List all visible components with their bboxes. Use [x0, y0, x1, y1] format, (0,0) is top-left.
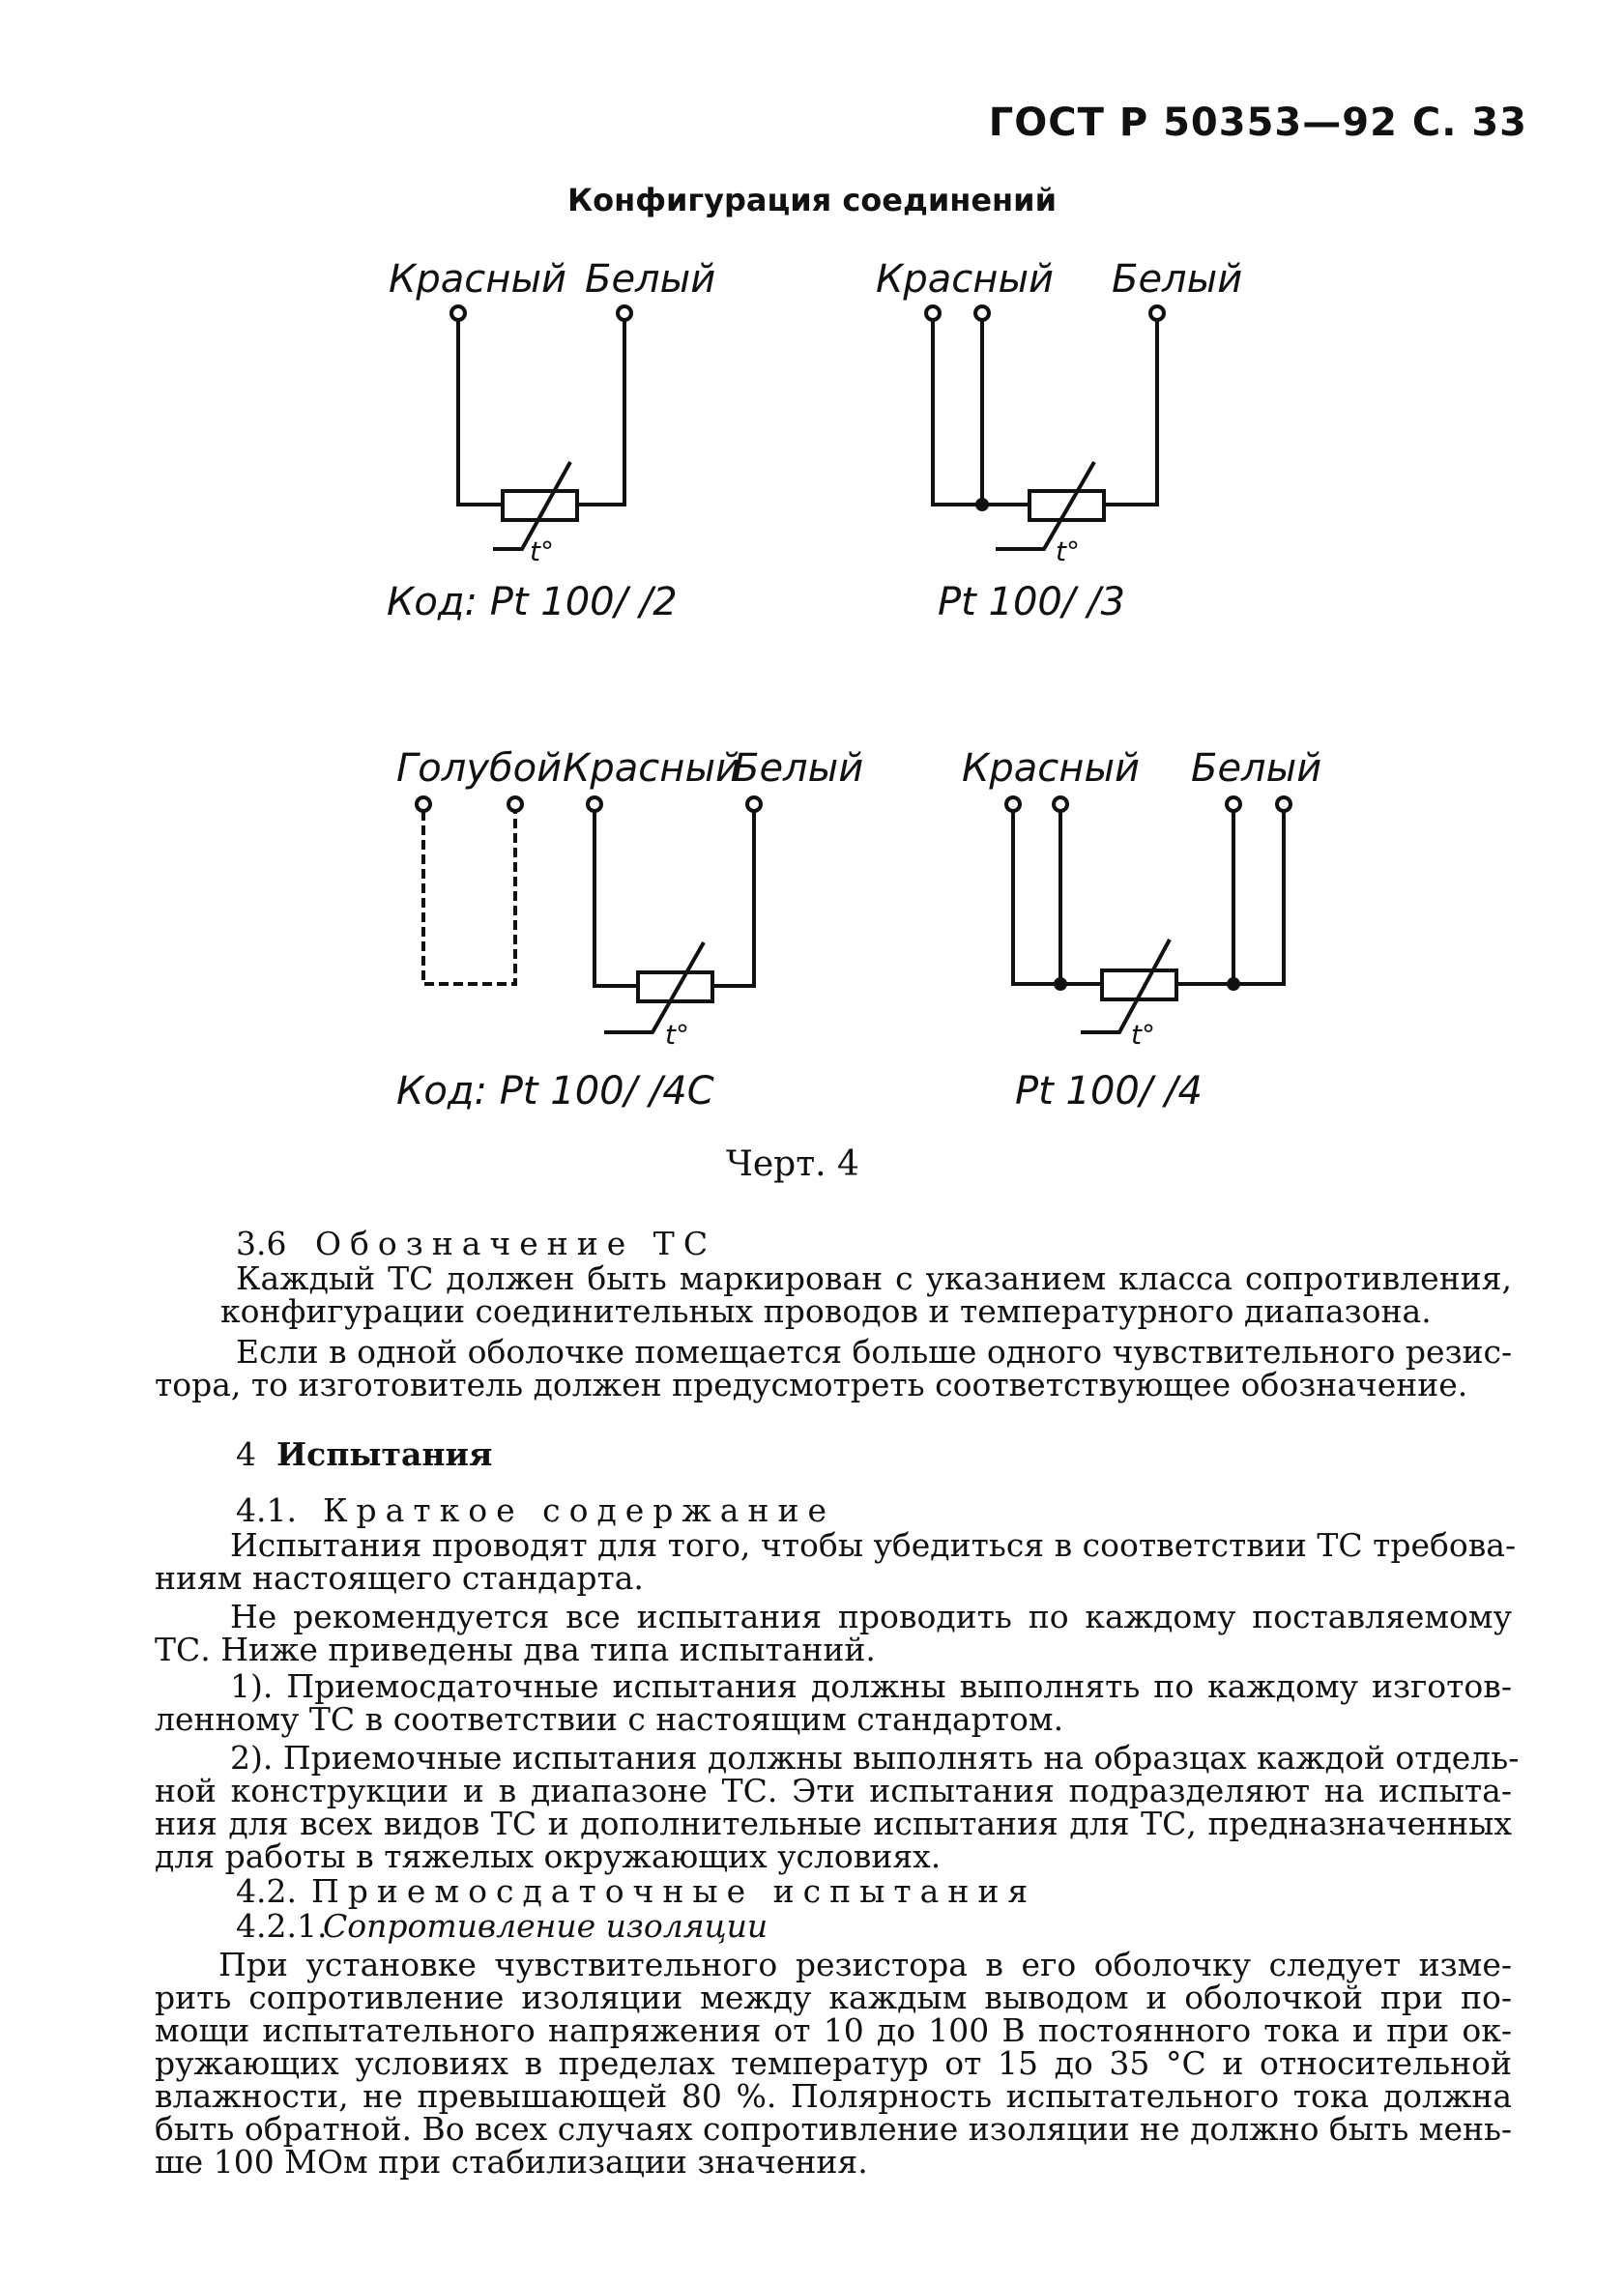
document-header: ГОСТ Р 50353—92 С. 33 [988, 101, 1527, 145]
subsection-number: 4.1. [236, 1491, 297, 1529]
paragraph-line: конфигурации соединительных проводов и температурного диапазона. [220, 1292, 1432, 1330]
paragraph-line: ТС. Ниже приведены два типа испытаний. [155, 1631, 876, 1668]
terminal [1227, 797, 1240, 811]
paragraph-line: Испытания проводят для того, чтобы убедиться в соответствии ТС требова- [230, 1526, 1517, 1564]
terminal [1277, 797, 1290, 811]
paragraph-line: Если в одной оболочке помещается больше одного чувствительного резис- [236, 1333, 1513, 1371]
wire [458, 320, 503, 505]
terminal [417, 797, 430, 811]
wire-label-white: Белый [733, 746, 864, 791]
paragraph-line: ленному ТС в соответствии с настоящим стандартом. [155, 1700, 1064, 1738]
paragraph-line: ше 100 МОм при стабилизации значения. [155, 2143, 868, 2181]
paragraph-line: мощи испытательного напряжения от 10 до 100 В постоянного тока и при ок- [155, 2011, 1512, 2049]
wire [1104, 320, 1157, 505]
terminal [975, 306, 989, 320]
wire-label-white: Белый [1191, 746, 1322, 791]
subsection-number: 4.2.1. [236, 1907, 328, 1945]
paragraph-line: Каждый ТС должен быть маркирован с указанием класса сопротивления, [236, 1259, 1512, 1297]
paragraph-line: ружающих условиях в пределах температур от 15 до 35 °С и относительной [155, 2044, 1512, 2082]
temp-mark: t° [665, 1019, 689, 1051]
paragraph-line: для работы в тяжелых окружающих условиях. [155, 1837, 942, 1875]
wire [1176, 811, 1284, 984]
subsection-number: 4.2. [236, 1872, 297, 1910]
junction-dot [977, 500, 987, 509]
terminal [588, 797, 601, 811]
paragraph-line: ния для всех видов ТС и дополнительные испытания для ТС, предназначенных [155, 1805, 1512, 1842]
paragraph-line: Не рекомендуется все испытания проводить по каждому поставляемому [230, 1598, 1512, 1635]
terminal [1006, 797, 1020, 811]
junction-dot [1229, 979, 1238, 989]
subsection-heading: Приемосдаточные испытания [311, 1872, 1037, 1910]
wire-label-white: Белый [585, 257, 716, 302]
diagram-3wire [876, 257, 1242, 624]
paragraph-line: быть обратной. Во всех случаях сопротивление изоляции не должно быть мень- [155, 2110, 1513, 2148]
diagram-code: Код: Pt 100/ /2 [387, 580, 678, 624]
diagram-code: Pt 100/ /3 [938, 580, 1125, 624]
temp-mark: t° [1131, 1019, 1155, 1051]
terminal [1054, 797, 1067, 811]
paragraph-line: рить сопротивление изоляции между каждым выводом и оболочкой при по- [155, 1979, 1512, 2016]
subsection-heading: Краткое содержание [323, 1491, 835, 1529]
diagram-code: Pt 100/ /4 [1015, 1069, 1203, 1113]
section-heading: Испытания [276, 1435, 493, 1473]
wire-label-white: Белый [1112, 257, 1243, 302]
paragraph-line: При установке чувствительного резистора в его оболочку следует изме- [218, 1946, 1512, 1983]
terminal [618, 306, 631, 320]
paragraph-line: 1). Приемосдаточные испытания должны выполнять по каждому изготов- [230, 1667, 1512, 1705]
terminal [747, 797, 761, 811]
subsection-heading: Сопротивление изоляции [323, 1907, 768, 1945]
temp-mark: t° [530, 535, 554, 567]
paragraph-line: ной конструкции и в диапазоне ТС. Эти испытания подразделяют на испыта- [155, 1772, 1512, 1809]
figure-title: Конфигурация соединений [566, 182, 1057, 218]
wire [1013, 811, 1102, 984]
section-number: 4 [236, 1435, 256, 1473]
diagram-4wire [962, 746, 1321, 1113]
wire-label-red: Красный [389, 257, 567, 302]
thermoresistor-symbol [1030, 491, 1104, 520]
terminal [508, 797, 522, 811]
paragraph-line: тора, то изготовитель должен предусмотреть соответствующее обозначение. [155, 1366, 1468, 1403]
junction-dot [1056, 979, 1065, 989]
wire-label-blue: Голубой [396, 746, 563, 791]
section-heading: Обозначение ТС [315, 1225, 717, 1262]
compensation-loop [423, 811, 515, 984]
wire [577, 320, 624, 505]
figure-caption: Черт. 4 [726, 1144, 859, 1184]
connection-diagrams [0, 0, 1624, 1141]
terminal [1150, 306, 1164, 320]
temp-mark: t° [1056, 535, 1080, 567]
terminal [451, 306, 465, 320]
diagram-4wire-compensation [396, 746, 863, 1113]
diagram-code: Код: Pt 100/ /4C [396, 1069, 714, 1113]
wire-label-red: Красный [962, 746, 1141, 791]
wire-label-red: Красный [563, 746, 741, 791]
wire-label-red: Красный [876, 257, 1055, 302]
wire [712, 811, 754, 986]
paragraph-line: влажности, не превышающей 80 %. Полярность испытательного тока должна [155, 2077, 1512, 2115]
terminal [926, 306, 940, 320]
paragraph-line: 2). Приемочные испытания должны выполнять на образцах каждой отдель- [230, 1739, 1520, 1777]
thermoresistor-symbol [638, 972, 712, 1001]
section-number: 3.6 [236, 1225, 287, 1262]
wire [594, 811, 638, 986]
paragraph-line: ниям настоящего стандарта. [155, 1559, 644, 1597]
diagram-2wire [387, 257, 715, 624]
